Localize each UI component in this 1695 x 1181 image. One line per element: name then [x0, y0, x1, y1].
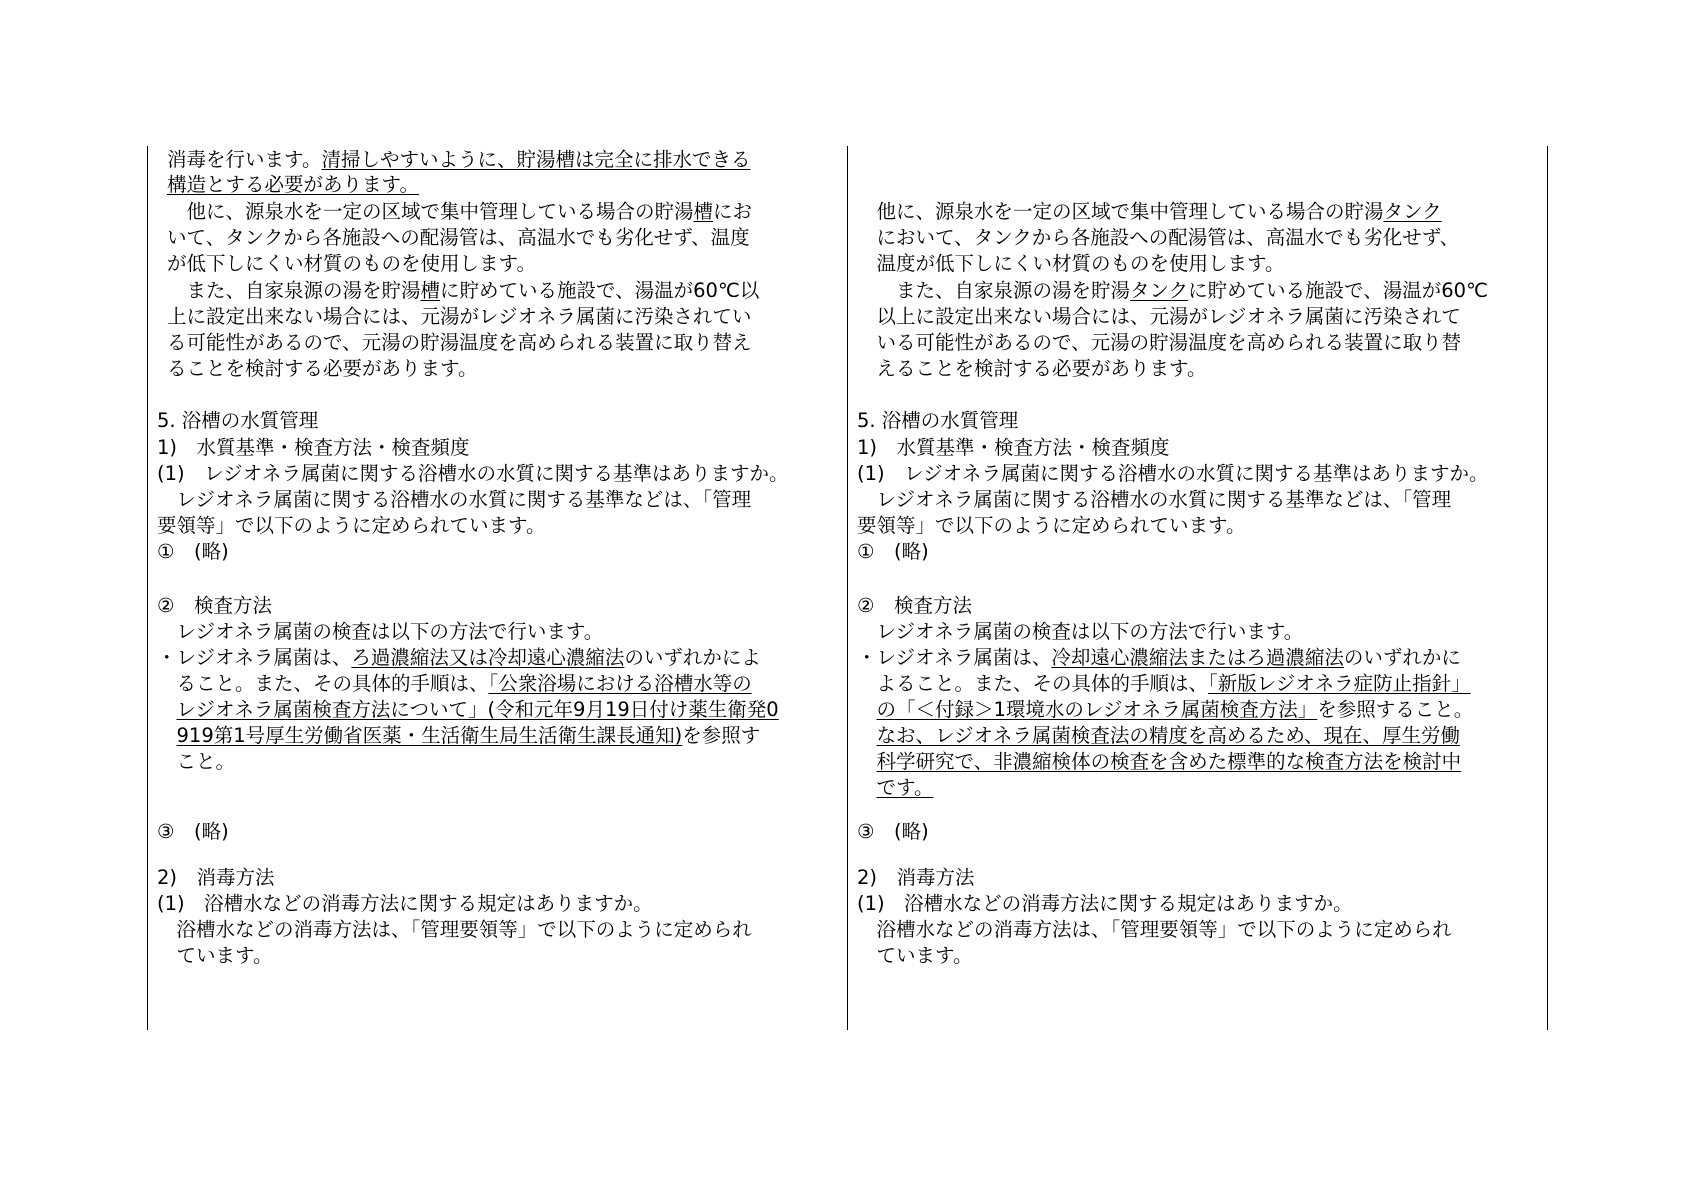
text-segment: また、自家泉源の湯を貯湯: [167, 279, 421, 302]
left-column: [157, 146, 839, 1030]
text-segment: 以上に設定出来ない場合には、元湯がレジオネラ属菌に汚染されて: [857, 305, 1461, 328]
text-segment: [157, 724, 177, 747]
underlined-revision: 科学研究で、非濃縮検体の検査を含めた標準的な検査方法を検討中: [876, 750, 1462, 773]
underlined-revision: 槽: [420, 279, 441, 302]
text-segment: ③ (略): [857, 820, 929, 843]
underlined-revision: 清掃しやすいように、貯湯槽は完全に排水できる: [321, 148, 751, 171]
left-text-line: [167, 355, 477, 383]
text-segment: 上に設定出来ない場合には、元湯がレジオネラ属菌に汚染されてい: [167, 305, 752, 328]
text-segment: のいずれかによ: [624, 646, 761, 669]
text-segment: 1) 水質基準・検査方法・検査頻度: [857, 436, 1170, 459]
text-segment: [857, 698, 877, 721]
underlined-revision: です。: [876, 776, 934, 799]
text-segment: を参照す: [682, 724, 761, 747]
text-segment: 要領等」で以下のように定められています。: [157, 514, 546, 537]
left-border: [147, 146, 148, 1030]
text-segment: えることを検討する必要があります。: [857, 357, 1207, 380]
text-segment: が低下しにくい材質のものを使用します。: [167, 252, 536, 275]
text-segment: ています。: [157, 944, 273, 967]
text-segment: ています。: [857, 944, 973, 967]
text-segment: 5. 浴槽の水質管理: [157, 409, 319, 432]
underlined-revision: タンク: [1130, 279, 1189, 302]
left-text-line: [167, 171, 419, 199]
underlined-revision: 槽: [693, 200, 714, 223]
right-text-line: [857, 942, 972, 970]
underlined-revision: 「公衆浴場における浴槽水等の: [488, 672, 752, 695]
underlined-revision: 構造とする必要があります。: [167, 173, 419, 196]
right-text-line: [857, 460, 1488, 488]
left-text-line: [157, 864, 275, 892]
right-text-line: [857, 250, 1284, 278]
text-segment: にお: [713, 200, 753, 223]
text-segment: (1) 浴槽水などの消毒方法に関する規定はありますか。: [857, 892, 1353, 915]
left-text-line: [157, 942, 272, 970]
left-text-line: [157, 486, 751, 514]
underlined-revision: ろ過濃縮法又は冷却遠心濃縮法: [351, 646, 625, 669]
left-text-line: [157, 696, 779, 724]
text-segment: レジオネラ属菌に関する浴槽水の水質に関する基準などは、「管理: [157, 488, 752, 511]
text-segment: [857, 724, 877, 747]
text-segment: ることを検討する必要があります。: [167, 357, 478, 380]
right-text-line: [857, 722, 1460, 750]
right-text-line: [857, 618, 1303, 646]
right-text-line: [857, 644, 1461, 672]
right-border: [1547, 146, 1548, 1030]
right-text-line: [857, 696, 1473, 724]
text-segment: 温度が低下しにくい材質のものを使用します。: [857, 252, 1285, 275]
left-text-line: [157, 916, 752, 944]
left-text-line: [157, 538, 229, 566]
text-segment: 浴槽水などの消毒方法は、「管理要領等」で以下のように定められ: [857, 918, 1452, 941]
left-text-line: [157, 748, 235, 776]
left-text-line: [167, 146, 750, 174]
left-text-line: [167, 250, 536, 278]
text-segment: (1) 浴槽水などの消毒方法に関する規定はありますか。: [157, 892, 653, 915]
text-segment: (1) レジオネラ属菌に関する浴槽水の水質に関する基準はありますか。: [857, 462, 1489, 485]
left-text-line: [157, 722, 760, 750]
text-segment: ② 検査方法: [157, 594, 272, 617]
left-text-line: [167, 198, 752, 226]
left-text-line: [167, 224, 750, 252]
text-segment: 要領等」で以下のように定められています。: [857, 514, 1246, 537]
text-segment: いる可能性があるので、元湯の貯湯温度を高められる装置に取り替: [857, 331, 1462, 354]
text-segment: 2) 消毒方法: [157, 866, 275, 889]
text-segment: [157, 698, 177, 721]
text-segment: レジオネラ属菌に関する浴槽水の水質に関する基準などは、「管理: [857, 488, 1452, 511]
underlined-revision: なお、レジオネラ属菌検査法の精度を高めるため、現在、厚生労働: [876, 724, 1461, 747]
text-segment: 2) 消毒方法: [857, 866, 975, 889]
center-divider: [847, 146, 848, 1030]
left-text-line: [157, 407, 318, 435]
underlined-revision: の「＜付録＞1環境水のレジオネラ属菌検査方法」: [876, 698, 1318, 721]
right-text-line: [857, 538, 929, 566]
right-text-line: [857, 670, 1471, 698]
left-text-line: [157, 434, 470, 462]
text-segment: 1) 水質基準・検査方法・検査頻度: [157, 436, 470, 459]
text-segment: (1) レジオネラ属菌に関する浴槽水の水質に関する基準はありますか。: [157, 462, 789, 485]
left-text-line: [167, 329, 752, 357]
left-text-line: [157, 644, 761, 672]
left-text-line: [157, 512, 545, 540]
right-text-line: [857, 890, 1353, 918]
text-segment: ること。また、その具体的手順は、: [157, 672, 489, 695]
text-segment: こと。: [157, 750, 236, 773]
comparison-table: [147, 146, 1547, 1030]
left-text-line: [157, 592, 272, 620]
right-text-line: [857, 774, 933, 802]
text-segment: レジオネラ属菌の検査は以下の方法で行います。: [157, 620, 604, 643]
text-segment: また、自家泉源の湯を貯湯: [857, 279, 1131, 302]
right-text-line: [857, 592, 972, 620]
right-text-line: [857, 818, 929, 846]
text-segment: 浴槽水などの消毒方法は、「管理要領等」で以下のように定められ: [157, 918, 752, 941]
right-column: [857, 146, 1539, 1030]
text-segment: ① (略): [857, 540, 929, 563]
right-text-line: [857, 329, 1461, 357]
right-text-line: [857, 512, 1245, 540]
text-segment: ③ (略): [157, 820, 229, 843]
right-text-line: [857, 277, 1488, 305]
right-text-line: [857, 407, 1018, 435]
text-segment: に貯めている施設で、湯温が60℃以: [440, 279, 760, 302]
right-text-line: [857, 864, 975, 892]
text-segment: において、タンクから各施設への配湯管は、高温水でも劣化せず、: [857, 226, 1460, 249]
right-text-line: [857, 486, 1451, 514]
text-segment: いて、タンクから各施設への配湯管は、高温水でも劣化せず、温度: [167, 226, 750, 249]
text-segment: のいずれかに: [1343, 646, 1461, 669]
right-text-line: [857, 355, 1206, 383]
text-segment: ・レジオネラ属菌は、: [157, 646, 352, 669]
text-segment: ① (略): [157, 540, 229, 563]
text-segment: [857, 776, 877, 799]
left-text-line: [167, 277, 759, 305]
left-text-line: [157, 890, 653, 918]
text-segment: を参照すること。: [1317, 698, 1474, 721]
left-text-line: [157, 670, 752, 698]
text-segment: 消毒を行います。: [167, 148, 322, 171]
left-text-line: [157, 818, 229, 846]
text-segment: よること。また、その具体的手順は、: [857, 672, 1209, 695]
right-text-line: [857, 916, 1452, 944]
right-text-line: [857, 224, 1459, 252]
text-segment: 他に、源泉水を一定の区域で集中管理している場合の貯湯: [167, 200, 694, 223]
text-segment: る可能性があるので、元湯の貯湯温度を高められる装置に取り替え: [167, 331, 752, 354]
text-segment: ・レジオネラ属菌は、: [857, 646, 1052, 669]
left-text-line: [157, 618, 603, 646]
underlined-revision: 919第1号厚生労働省医薬・生活衛生局生活衛生課長通知): [176, 724, 683, 747]
underlined-revision: タンク: [1383, 200, 1442, 223]
text-segment: ② 検査方法: [857, 594, 972, 617]
left-text-line: [167, 303, 751, 331]
text-segment: 5. 浴槽の水質管理: [857, 409, 1019, 432]
text-segment: 他に、源泉水を一定の区域で集中管理している場合の貯湯: [857, 200, 1384, 223]
underlined-revision: レジオネラ属菌検査方法について」(令和元年9月19日付け薬生衛発0: [176, 698, 779, 721]
left-text-line: [157, 460, 788, 488]
text-segment: [857, 750, 877, 773]
underlined-revision: 「新版レジオネラ症防止指針」: [1208, 672, 1471, 695]
right-text-line: [857, 198, 1442, 226]
text-segment: レジオネラ属菌の検査は以下の方法で行います。: [857, 620, 1304, 643]
text-segment: に貯めている施設で、湯温が60℃: [1188, 279, 1488, 302]
right-text-line: [857, 303, 1461, 331]
underlined-revision: 冷却遠心濃縮法またはろ過濃縮法: [1051, 646, 1344, 669]
right-text-line: [857, 748, 1461, 776]
right-text-line: [857, 434, 1170, 462]
